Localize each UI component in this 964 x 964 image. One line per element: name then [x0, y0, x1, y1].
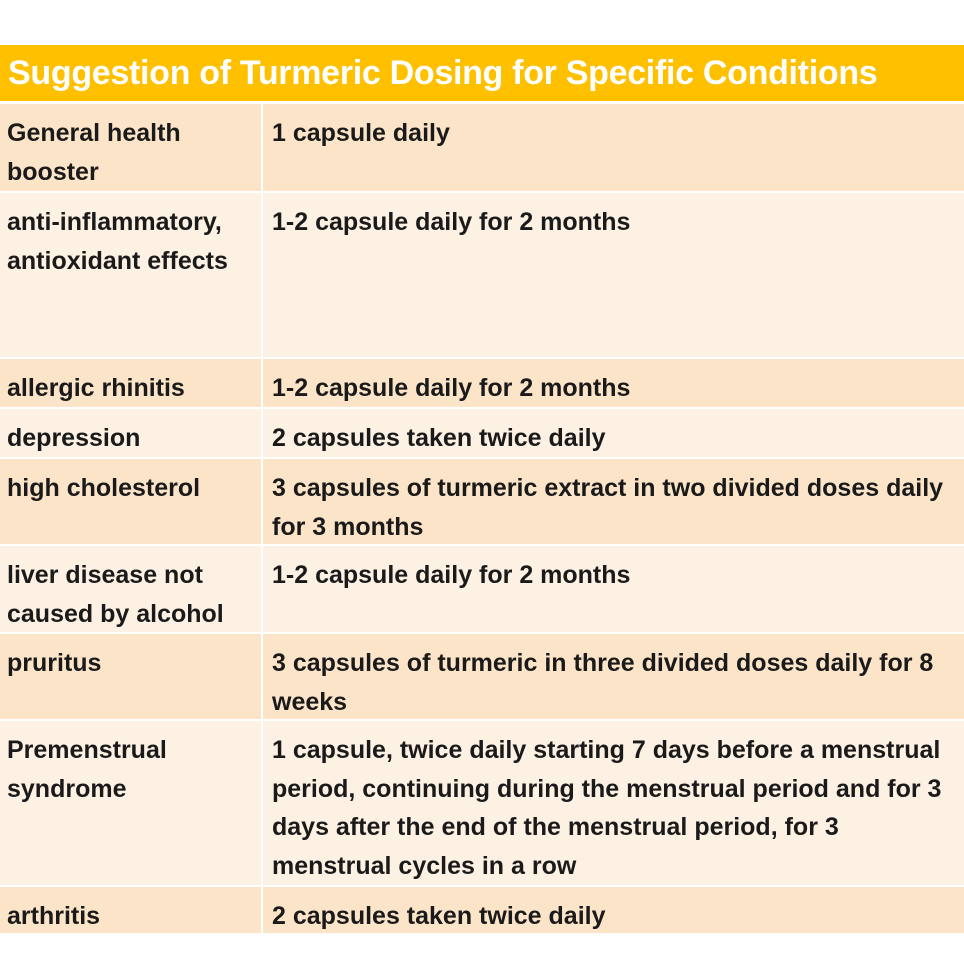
- condition-cell: depression: [0, 409, 263, 457]
- dose-cell: 3 capsules of turmeric in three divided doses daily for 8 weeks: [272, 649, 934, 716]
- table-title: Suggestion of Turmeric Dosing for Specific Conditions: [0, 45, 964, 101]
- table-row: [0, 634, 964, 721]
- condition-cell: pruritus: [0, 634, 263, 719]
- condition-cell: liver disease not caused by alcohol: [0, 546, 263, 632]
- condition-cell: Premenstrual syndrome: [0, 721, 263, 885]
- dosing-table: [0, 45, 964, 935]
- table-body: [0, 101, 964, 935]
- condition-cell: allergic rhinitis: [0, 359, 263, 407]
- table-row: [0, 721, 964, 887]
- dose-cell: 1 capsule daily: [272, 119, 450, 147]
- dose-cell: 1-2 capsule daily for 2 months: [272, 208, 631, 236]
- dose-cell: 1 capsule, twice daily starting 7 days before a menstrual period, continuing during the menstrual period and for 3 days after the end of the menstrual period, for 3 menstrual cycles in a row: [272, 736, 942, 880]
- condition-cell: General health booster: [0, 104, 263, 191]
- condition-cell: anti-inflammatory, antioxidant effects: [0, 193, 263, 357]
- table-row: [0, 887, 964, 935]
- table-row: [0, 104, 964, 193]
- dose-cell: 2 capsules taken twice daily: [272, 902, 606, 930]
- table-row: [0, 359, 964, 409]
- dose-cell: 1-2 capsule daily for 2 months: [272, 374, 631, 402]
- table-row: [0, 546, 964, 634]
- condition-cell: arthritis: [0, 887, 263, 933]
- dose-cell: 3 capsules of turmeric extract in two divided doses daily for 3 months: [272, 474, 944, 541]
- condition-cell: high cholesterol: [0, 459, 263, 544]
- table-row: [0, 193, 964, 359]
- dose-cell: 1-2 capsule daily for 2 months: [272, 561, 631, 589]
- table-row: [0, 459, 964, 546]
- dose-cell: 2 capsules taken twice daily: [272, 424, 606, 452]
- table-row: [0, 409, 964, 459]
